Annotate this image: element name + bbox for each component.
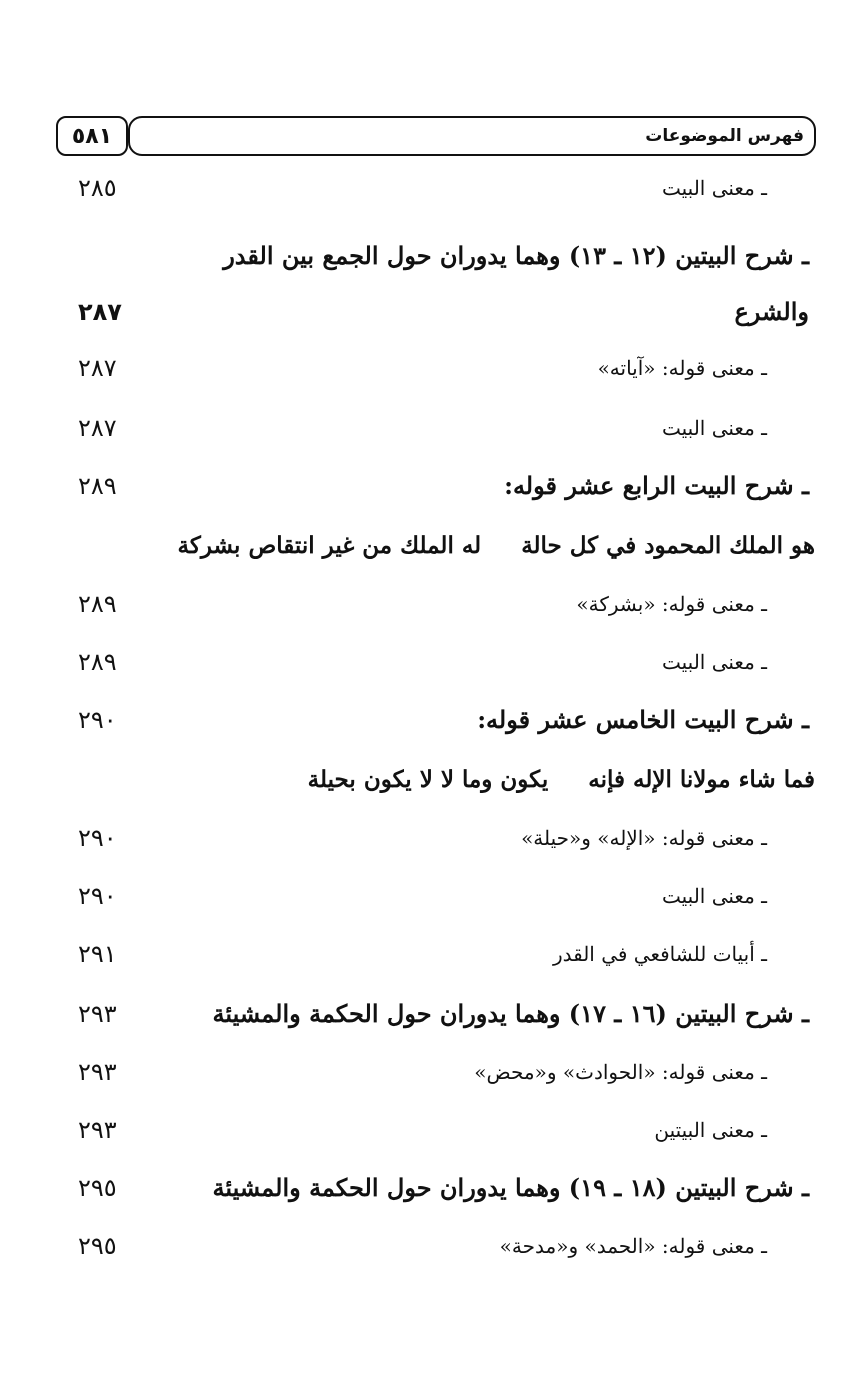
toc-entry-page-number: ٢٩٥ xyxy=(78,1232,117,1260)
toc-entry-page-number: ٢٩١ xyxy=(78,940,117,968)
verse-line xyxy=(178,526,815,566)
toc-entry xyxy=(0,292,867,332)
toc-entry xyxy=(0,642,867,682)
toc-entry xyxy=(0,934,867,974)
toc-entry-page-number: ٢٨٩ xyxy=(78,472,117,500)
toc-entry xyxy=(0,168,867,208)
toc-entry-page-number: ٢٨٩ xyxy=(78,590,117,618)
toc-entry-title: ـ معنى قوله: «آياته» xyxy=(597,356,767,380)
toc-entry xyxy=(0,466,867,506)
page-title: فهرس الموضوعات xyxy=(128,116,816,156)
toc-entry-title: ـ معنى البيتين xyxy=(654,1118,767,1142)
toc-entry-title: ـ أبيات للشافعي في القدر xyxy=(552,942,767,966)
toc-entry-page-number: ٢٩٣ xyxy=(78,1058,117,1086)
toc-entry xyxy=(0,1168,867,1208)
toc-entry-title: والشرع xyxy=(734,297,809,326)
toc-entry xyxy=(0,700,867,740)
toc-entry-title: ـ معنى البيت xyxy=(662,416,767,440)
toc-entry-page-number: ٢٨٩ xyxy=(78,648,117,676)
toc-entry-title: ـ معنى قوله: «بشركة» xyxy=(576,592,767,616)
verse-hemistich-first: هو الملك المحمود في كل حالة xyxy=(521,532,815,559)
toc-entry-page-number: ٢٨٧ xyxy=(78,354,117,382)
toc-entry-title: ـ شرح البيت الخامس عشر قوله: xyxy=(477,705,809,734)
toc-entry-title: ـ معنى قوله: «الحوادث» و«محض» xyxy=(474,1060,767,1084)
toc-entry-title: ـ معنى البيت xyxy=(662,650,767,674)
toc-entry-page-number: ٢٩٣ xyxy=(78,1116,117,1144)
toc-entry xyxy=(0,1052,867,1092)
toc-entry-page-number: ٢٩٠ xyxy=(78,882,117,910)
toc-entry-page-number: ٢٩٠ xyxy=(78,824,117,852)
toc-entry-title: ـ معنى قوله: «الإله» و«حيلة» xyxy=(521,826,767,850)
toc-entry-title: ـ شرح البيتين (١٦ ـ ١٧) وهما يدوران حول الحكمة والمشيئة xyxy=(212,999,809,1028)
toc-entry-page-number: ٢٨٧ xyxy=(78,414,117,442)
toc-entry-title: ـ معنى البيت xyxy=(662,884,767,908)
toc-entry xyxy=(0,526,867,566)
verse-line xyxy=(308,760,815,800)
toc-entry-title: ـ شرح البيت الرابع عشر قوله: xyxy=(504,471,809,500)
toc-entry-page-number: ٢٩٣ xyxy=(78,1000,117,1028)
page-number: ٥٨١ xyxy=(56,116,128,156)
toc-entry-page-number: ٢٩٠ xyxy=(78,706,117,734)
toc-entry-page-number: ٢٨٧ xyxy=(78,298,122,326)
toc-entry xyxy=(0,408,867,448)
toc-entry xyxy=(0,876,867,916)
toc-entry xyxy=(0,348,867,388)
toc-entry xyxy=(0,1110,867,1150)
toc-entry-page-number: ٢٩٥ xyxy=(78,1174,117,1202)
verse-hemistich-first: فما شاء مولانا الإله فإنه xyxy=(588,766,815,793)
verse-hemistich-second: يكون وما لا لا يكون بحيلة xyxy=(307,766,549,793)
toc-entry xyxy=(0,584,867,624)
toc-entry-page-number: ٢٨٥ xyxy=(78,174,117,202)
toc-entry-title: ـ معنى قوله: «الحمد» و«مدحة» xyxy=(499,1234,767,1258)
toc-entry xyxy=(0,236,867,276)
toc-entry-title: ـ شرح البيتين (١٢ ـ ١٣) وهما يدوران حول الجمع بين القدر xyxy=(223,241,809,270)
toc-entry xyxy=(0,818,867,858)
page-header xyxy=(0,112,867,160)
toc-entry xyxy=(0,1226,867,1266)
toc-entry-title: ـ معنى البيت xyxy=(662,176,767,200)
toc-entry-title: ـ شرح البيتين (١٨ ـ ١٩) وهما يدوران حول الحكمة والمشيئة xyxy=(212,1173,809,1202)
toc-entry xyxy=(0,994,867,1034)
verse-hemistich-second: له الملك من غير انتقاص بشركة xyxy=(177,532,482,559)
toc-entry xyxy=(0,760,867,800)
